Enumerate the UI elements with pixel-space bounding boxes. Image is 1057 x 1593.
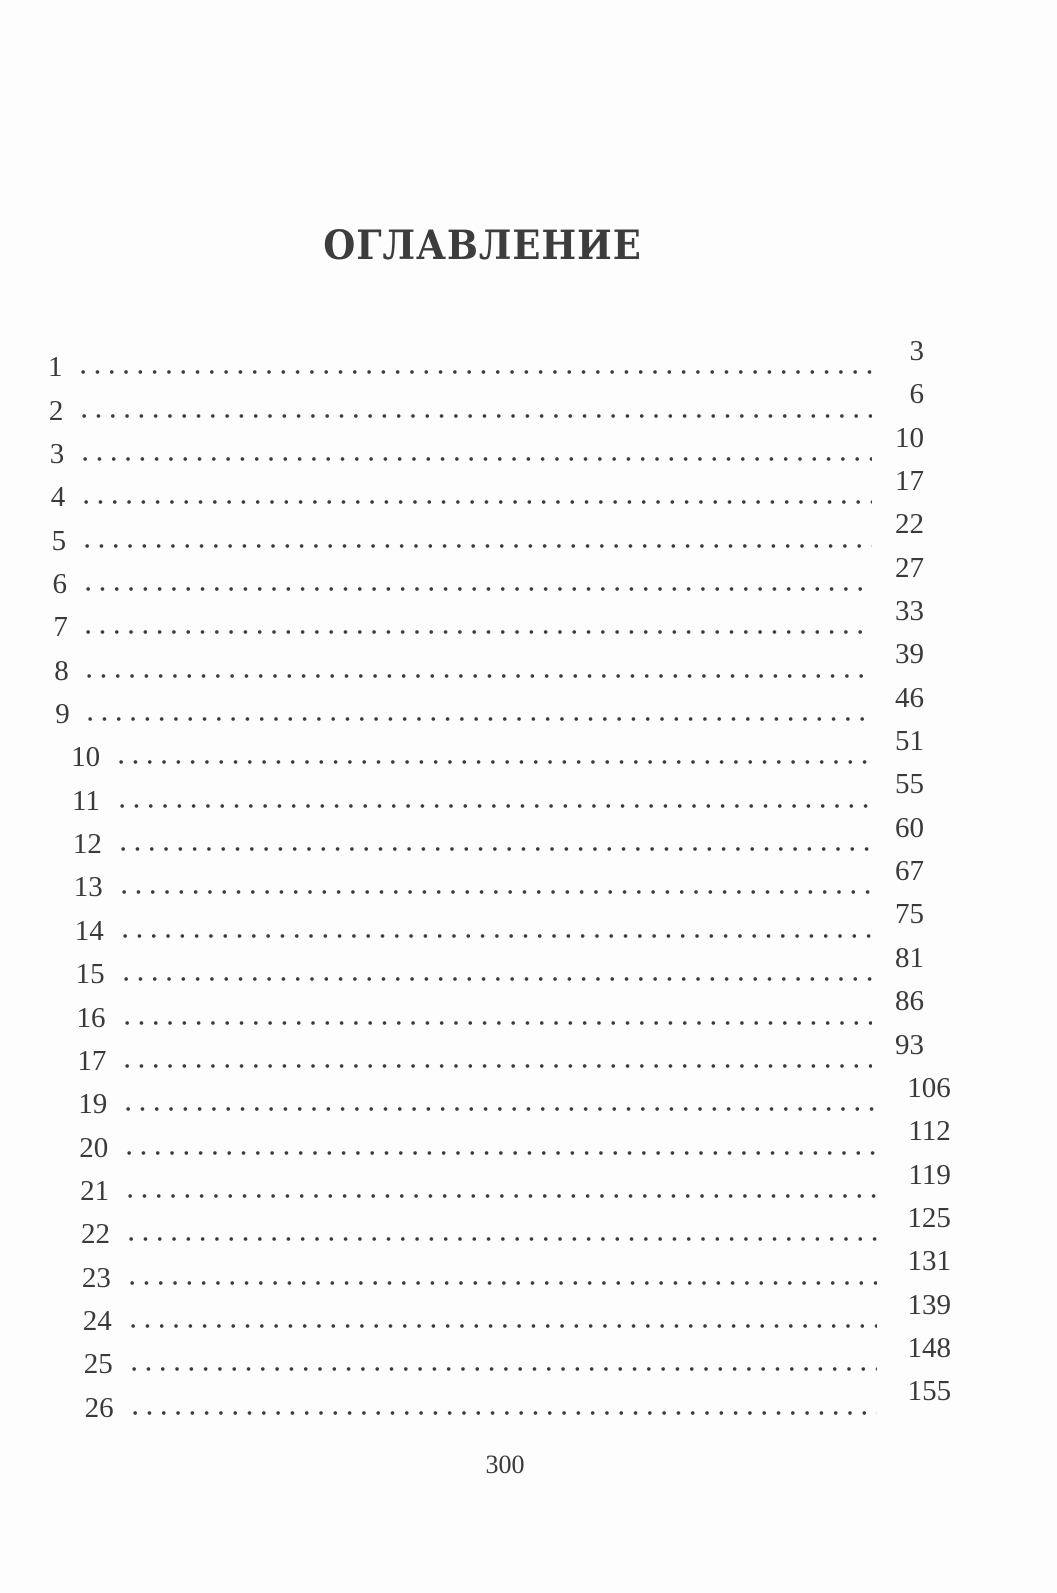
toc-leader-dots bbox=[120, 1021, 873, 1025]
toc-page-number: 93 bbox=[895, 1028, 924, 1061]
toc-chapter-number: 10 bbox=[71, 741, 101, 774]
toc-page-number: 112 bbox=[908, 1115, 951, 1148]
toc-page-number: 60 bbox=[895, 811, 924, 844]
toc-chapter-number: 23 bbox=[81, 1261, 111, 1294]
toc-page-number: 119 bbox=[908, 1158, 951, 1191]
toc-page-number: 67 bbox=[895, 855, 924, 888]
toc-leader-dots bbox=[124, 1237, 877, 1241]
toc-page-number: 46 bbox=[895, 681, 924, 714]
toc-chapter-number: 17 bbox=[77, 1044, 107, 1077]
toc-entry bbox=[40, 1245, 960, 1294]
toc-page-number: 55 bbox=[895, 768, 924, 801]
toc-leader-dots bbox=[115, 804, 872, 808]
toc-chapter-number: 8 bbox=[54, 654, 69, 687]
toc-chapter-number: 4 bbox=[50, 481, 66, 514]
toc-leader-dots bbox=[126, 1324, 877, 1328]
toc-entry bbox=[40, 985, 960, 1034]
toc-page-number: 131 bbox=[907, 1245, 951, 1278]
toc-leader-dots bbox=[128, 1411, 877, 1415]
toc-page-number: 75 bbox=[895, 898, 924, 931]
toc-leader-dots bbox=[81, 587, 873, 591]
toc-entry bbox=[40, 335, 960, 384]
toc-chapter-number: 26 bbox=[84, 1391, 114, 1424]
toc-entry bbox=[40, 465, 960, 514]
toc-entry bbox=[40, 1115, 960, 1164]
toc-entry bbox=[40, 1331, 960, 1381]
toc-page-number: 17 bbox=[895, 465, 924, 498]
toc-leader-dots bbox=[121, 1107, 877, 1111]
toc-page-number: 33 bbox=[895, 595, 924, 628]
toc-chapter-number: 15 bbox=[75, 958, 105, 991]
toc-entry bbox=[40, 855, 960, 904]
toc-page-number: 27 bbox=[895, 551, 924, 584]
toc-entry bbox=[40, 725, 960, 774]
toc-leader-dots bbox=[122, 1151, 877, 1155]
toc-entry bbox=[40, 1201, 960, 1251]
toc-entry bbox=[40, 1288, 960, 1337]
toc-chapter-number: 1 bbox=[48, 351, 63, 384]
page-title: ОГЛАВЛЕНИЕ bbox=[323, 222, 642, 269]
toc-page-number: 148 bbox=[907, 1331, 952, 1364]
toc-leader-dots bbox=[82, 674, 872, 678]
toc-leader-dots bbox=[123, 1194, 877, 1198]
toc-entry bbox=[40, 551, 960, 601]
toc-leader-dots bbox=[118, 934, 872, 938]
toc-chapter-number: 2 bbox=[48, 394, 64, 427]
toc-entry bbox=[40, 898, 960, 947]
toc-leader-dots bbox=[117, 890, 872, 894]
toc-entry bbox=[40, 508, 960, 557]
toc-chapter-number: 5 bbox=[51, 524, 67, 557]
toc-page-number: 51 bbox=[895, 725, 924, 758]
toc-entry bbox=[40, 941, 960, 991]
toc-entry bbox=[40, 811, 960, 861]
toc-page-number: 155 bbox=[907, 1375, 952, 1408]
toc-leader-dots bbox=[119, 977, 872, 981]
toc-leader-dots bbox=[125, 1281, 877, 1285]
toc-leader-dots bbox=[76, 370, 872, 374]
toc-leader-dots bbox=[83, 717, 872, 721]
toc-chapter-number: 6 bbox=[52, 568, 67, 601]
toc-page-number: 125 bbox=[907, 1201, 951, 1234]
toc-page-number: 106 bbox=[907, 1071, 951, 1104]
toc-entry bbox=[40, 638, 960, 687]
toc-chapter-number: 12 bbox=[72, 828, 102, 861]
toc-chapter-number: 3 bbox=[49, 438, 65, 471]
toc-leader-dots bbox=[120, 1064, 872, 1068]
toc-chapter-number: 20 bbox=[79, 1131, 109, 1164]
toc-chapter-number: 19 bbox=[78, 1088, 108, 1121]
toc-leader-dots bbox=[77, 414, 872, 418]
toc-leader-dots bbox=[79, 500, 872, 504]
toc-leader-dots bbox=[127, 1367, 877, 1371]
toc-leader-dots bbox=[114, 760, 872, 764]
toc-leader-dots bbox=[80, 544, 872, 548]
toc-page-number: 22 bbox=[895, 508, 924, 541]
toc-chapter-number: 24 bbox=[82, 1304, 112, 1337]
toc-chapter-number: 7 bbox=[53, 611, 68, 644]
toc-page-number: 81 bbox=[895, 941, 924, 974]
toc-page-number: 86 bbox=[895, 985, 924, 1018]
page-number: 300 bbox=[485, 1450, 525, 1479]
toc-chapter-number: 22 bbox=[81, 1218, 110, 1251]
toc-chapter-number: 25 bbox=[83, 1348, 113, 1381]
toc-chapter-number: 16 bbox=[76, 1001, 106, 1034]
toc-chapter-number: 21 bbox=[80, 1174, 110, 1207]
toc-entry bbox=[40, 768, 960, 817]
toc-entry bbox=[40, 378, 960, 427]
toc-entry bbox=[40, 421, 960, 471]
toc-chapter-number: 14 bbox=[74, 914, 104, 947]
toc-page-number: 139 bbox=[907, 1288, 951, 1321]
toc-leader-dots bbox=[78, 457, 872, 461]
toc-page-number: 39 bbox=[895, 638, 924, 671]
toc-leader-dots bbox=[116, 847, 872, 851]
toc-entry bbox=[40, 595, 960, 644]
toc-chapter-number: 9 bbox=[55, 698, 70, 731]
toc-page-number: 6 bbox=[909, 378, 924, 411]
toc-entry bbox=[40, 1071, 960, 1121]
toc-page-number: 3 bbox=[909, 335, 924, 367]
toc-entry bbox=[40, 1028, 960, 1077]
toc-entry bbox=[40, 681, 960, 731]
toc-entry bbox=[40, 1158, 960, 1207]
table-of-contents bbox=[40, 335, 960, 1424]
toc-page-number: 10 bbox=[895, 421, 924, 454]
toc-chapter-number: 13 bbox=[73, 871, 103, 904]
toc-chapter-number: 11 bbox=[72, 784, 100, 817]
toc-leader-dots bbox=[81, 630, 872, 634]
toc-entry bbox=[40, 1375, 960, 1424]
